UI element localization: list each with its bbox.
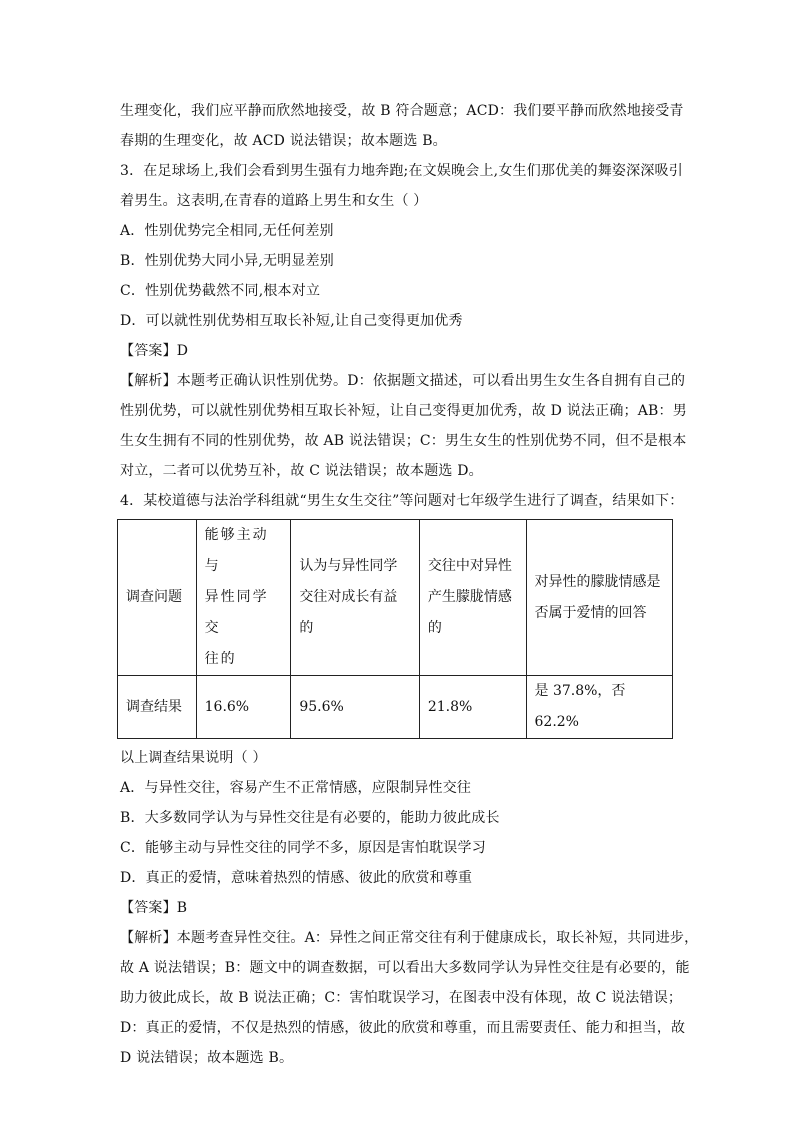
table-cell [526,520,673,676]
analysis-text: 助力彼此成长，故 B 说法正确；C：害怕耽误学习，在图表中没有体现，故 C 说法错误； [120,990,683,1006]
table-cell [419,520,526,676]
analysis-text: 【解析】本题考查异性交往。A：异性之间正常交往有利于健康成长，取长补短，共同进步， [120,930,699,946]
text-line: 生理变化，我们应平静而欣然地接受，故 B 符合题意；ACD：我们要平静而欣然地接受青 [120,103,684,119]
analysis-text: 性别优势，可以就性别优势相互取长补短，让自己变得更加优秀，故 D 说法正确；AB：男 [120,403,687,419]
option-b: B．大多数同学认为与异性交往是有必要的，能助力彼此成长 [120,810,500,826]
question-4-stem: 4．某校道德与法治学科组就“男生女生交往”等问题对七年级学生进行了调查，结果如下： [120,493,684,509]
cell-line: 的 [427,620,442,636]
analysis-text: 【解析】本题考正确认识性别优势。D：依据题文描述，可以看出男生女生各自拥有自己的 [120,373,686,389]
table-cell: 是 37.8%，否 62.2% [526,676,673,739]
survey-table-wrap [117,519,680,739]
analysis-text: 故 A 说法错误；B：题文中的调查数据，可以看出大多数同学认为异性交往是有必要的，能 [120,960,690,976]
cell-line: 产生朦胧情感 [427,589,512,605]
table-cell [196,520,291,676]
cell-line: 交往对成长有益 [299,589,398,605]
option-c: C．性别优势截然不同,根本对立 [120,283,321,299]
text-line: 春期的生理变化，故 ACD 说法错误；故本题选 B。 [120,133,447,149]
cell-line: 能够主动与 [204,527,269,574]
option-c: C．能够主动与异性交往的同学不多，原因是害怕耽误学习 [120,840,486,856]
table-cell-header-label: 调查问题 [118,520,197,676]
table-cell: 16.6% [196,676,291,739]
cell-line: 交往中对异性 [427,558,512,574]
table-cell [291,520,419,676]
analysis-text: 对立，二者可以优势互补，故 C 说法错误；故本题选 D。 [120,463,483,479]
analysis-text: 生女生拥有不同的性别优势，故 AB 说法错误；C：男生女生的性别优势不同，但不是根本 [120,433,687,449]
option-a: A．性别优势完全相同,无任何差别 [120,223,334,239]
cell-line: 往的 [204,651,237,667]
answer-label: 【答案】D [120,343,189,359]
option-d: D．真正的爱情，意味着热烈的情感、彼此的欣赏和尊重 [120,870,473,886]
table-cell-result-label: 调查结果 [118,676,197,739]
answer-label: 【答案】B [120,900,188,916]
question-4-prompt: 以上调查结果说明（ ） [120,750,267,766]
analysis-text: D：真正的爱情，不仅是热烈的情感，彼此的欣赏和尊重，而且需要责任、能力和担当，故 [120,1020,686,1036]
table-row [118,676,673,739]
cell-line: 否属于爱情的回答 [534,604,647,621]
table-cell: 95.6% [291,676,419,739]
analysis-text: D 说法错误；故本题选 B。 [120,1050,294,1066]
option-b: B．性别优势大同小异,无明显差别 [120,253,334,269]
question-3-stem: 3．在足球场上,我们会看到男生强有力地奔跑;在文娱晚会上,女生们那优美的舞姿深深吸引 [120,163,683,179]
option-a: A．与异性交往，容易产生不正常情感，应限制异性交往 [120,780,472,796]
document-page [120,96,699,1073]
table-row [118,520,673,676]
cell-line: 对异性的朦胧情感是 [534,573,661,590]
question-3-stem-cont: 着男生。这表明,在青春的道路上男生和女生（ ） [120,193,428,209]
survey-table [117,519,673,739]
cell-line: 认为与异性同学 [299,558,398,574]
cell-line: 的 [299,620,314,636]
table-cell: 21.8% [419,676,526,739]
option-d: D．可以就性别优势相互取长补短,让自己变得更加优秀 [120,313,463,329]
cell-line: 异性同学交 [204,589,269,636]
